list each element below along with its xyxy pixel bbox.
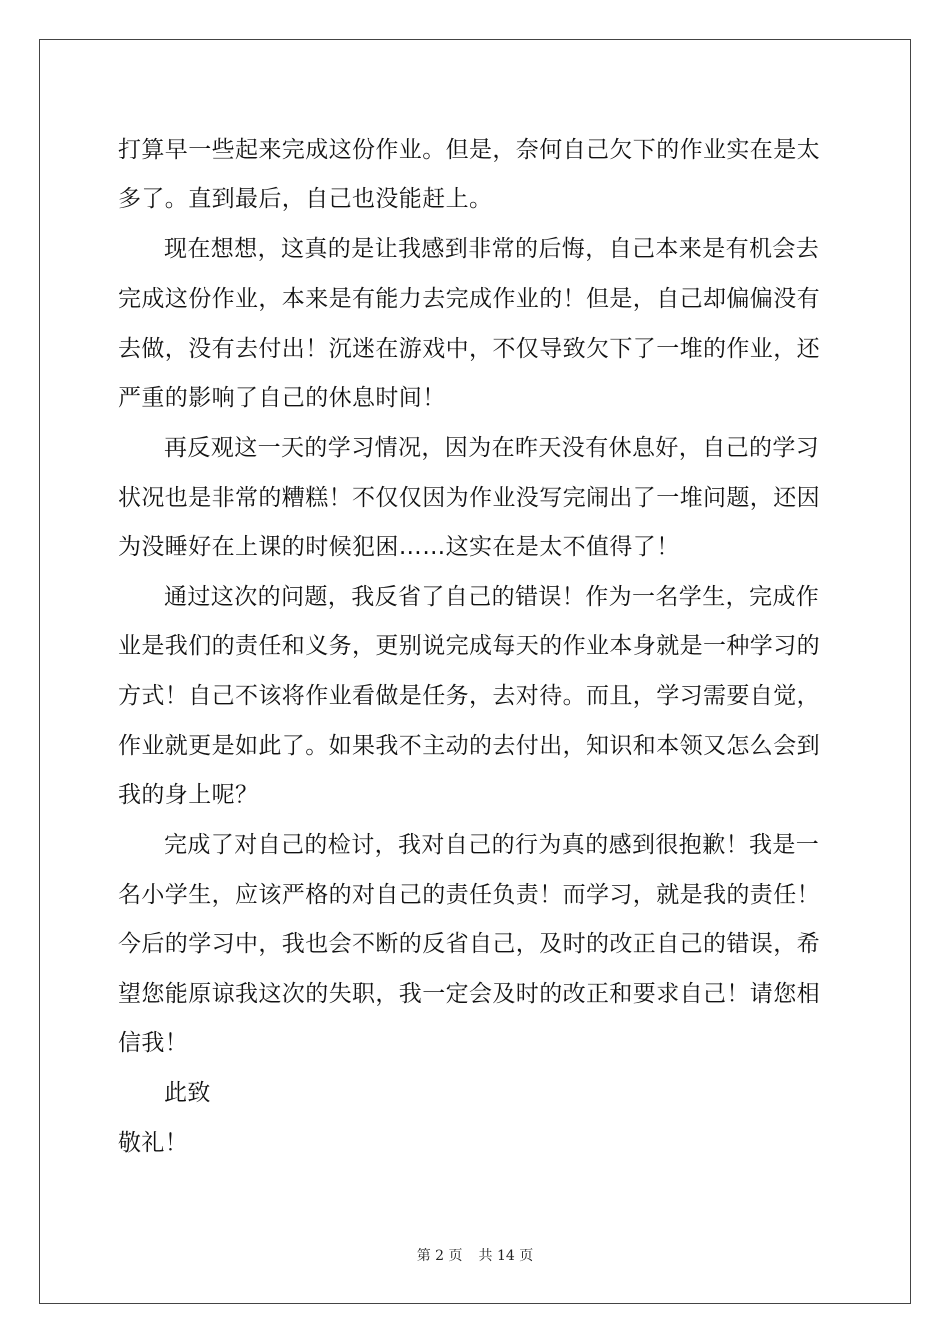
text-line: 现在想想，这真的是让我感到非常的后悔，自己本来是有机会去 [164, 236, 820, 262]
text-line: 再反观这一天的学习情况，因为在昨天没有休息好，自己的学习 [164, 435, 820, 461]
text-line: 今后的学习中，我也会不断的反省自己，及时的改正自己的错误，希 [118, 931, 820, 957]
text-line: 方式！自己不该将作业看做是任务，去对待。而且，学习需要自觉， [118, 683, 820, 709]
text-line: 打算早一些起来完成这份作业。但是，奈何自己欠下的作业实在是太 [118, 137, 820, 163]
text-line: 状况也是非常的糟糕！不仅仅因为作业没写完闹出了一堆问题，还因 [118, 485, 820, 511]
text-line: 信我！ [118, 1030, 189, 1056]
page-footer [0, 1247, 950, 1265]
text-line: 多了。直到最后，自己也没能赶上。 [118, 186, 493, 212]
text-line: 我的身上呢？ [118, 782, 259, 808]
page-number: 第 2 页 [416, 1248, 463, 1264]
text-line: 完成这份作业，本来是有能力去完成作业的！但是，自己却偏偏没有 [118, 286, 820, 312]
text-line: 为没睡好在上课的时候犯困……这实在是太不值得了！ [118, 534, 680, 560]
text-line: 名小学生，应该严格的对自己的责任负责！而学习，就是我的责任！ [118, 882, 820, 908]
page-total: 共 14 页 [478, 1248, 534, 1264]
closing-regards: 敬礼！ [118, 1130, 189, 1156]
text-line: 业是我们的责任和义务，更别说完成每天的作业本身就是一种学习的 [118, 633, 820, 659]
text-line: 严重的影响了自己的休息时间！ [118, 385, 446, 411]
text-line: 望您能原谅我这次的失职，我一定会及时的改正和要求自己！请您相 [118, 981, 820, 1007]
text-line: 通过这次的问题，我反省了自己的错误！作为一名学生，完成作 [164, 584, 820, 610]
text-line: 完成了对自己的检讨，我对自己的行为真的感到很抱歉！我是一 [164, 832, 820, 858]
text-line: 作业就更是如此了。如果我不主动的去付出，知识和本领又怎么会到 [118, 733, 820, 759]
page-border [39, 39, 911, 1304]
text-line: 去做，没有去付出！沉迷在游戏中，不仅导致欠下了一堆的作业，还 [118, 336, 820, 362]
closing-salutation: 此致 [164, 1080, 211, 1106]
